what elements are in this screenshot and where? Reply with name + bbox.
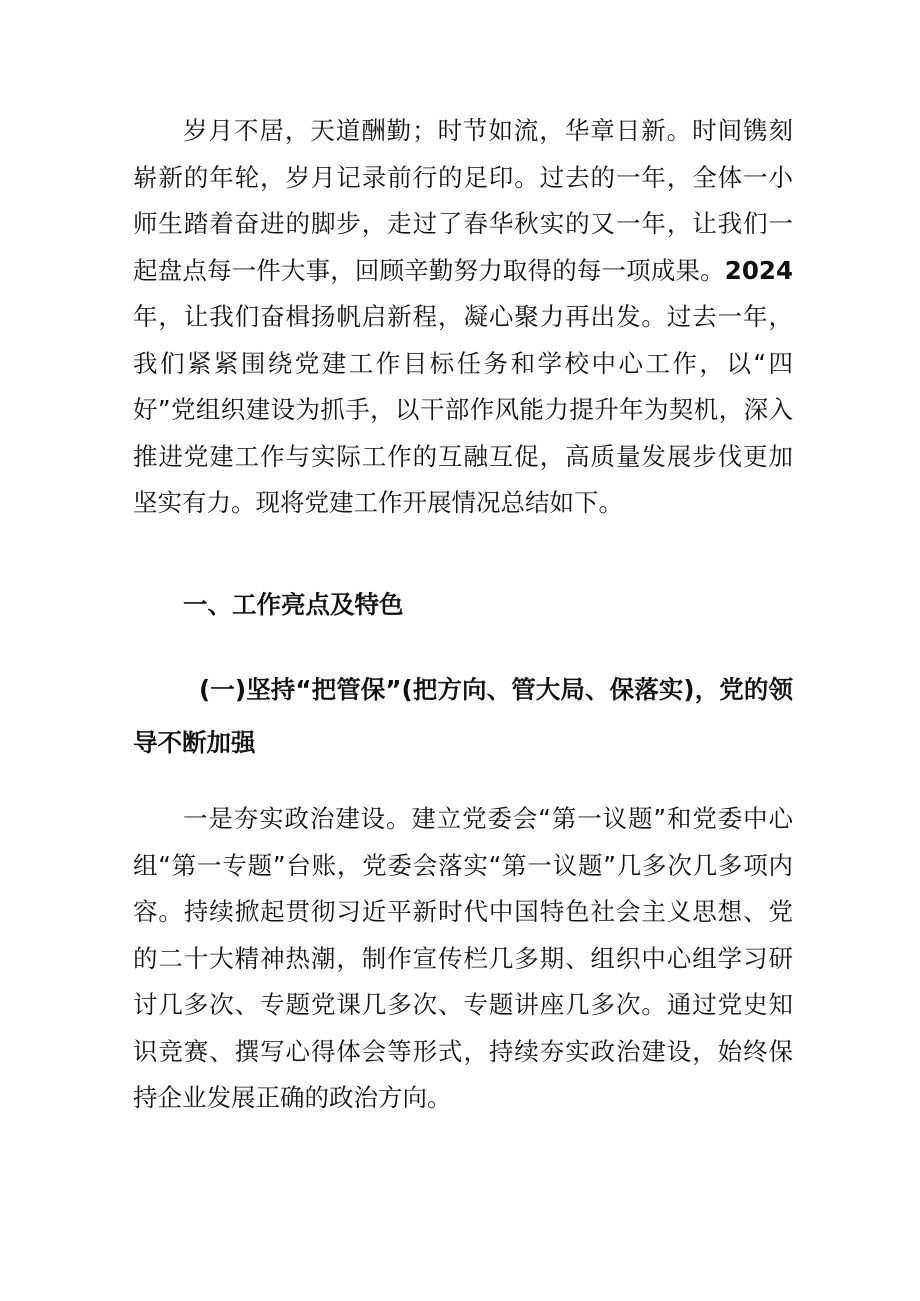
intro-text-part2: 年，让我们奋楫扬帆启新程，凝心聚力再出发。过去一年，我们紧紧围绕党建工作目标任务和学校中心工作，以“四好”党组织建设为抓手，以干部作风能力提升年为契机，深入推进党建工作与实际工作的互融互促，高质量发展步伐更加坚实有力。现将党建工作开展情况总结如下。 [133, 302, 793, 517]
subsection-heading: (一)坚持“把管保”(把方向、管大局、保落实)，党的领导不断加强 [133, 675, 793, 757]
section-heading: 一、工作亮点及特色 [183, 590, 404, 619]
intro-year: 2024 [724, 255, 793, 285]
body-paragraph: 一是夯实政治建设。建立党委会“第一议题”和党委中心组“第一专题”台账，党委会落实“第一议题”几多次几多项内容。持续掀起贯彻习近平新时代中国特色社会主义思想、党的二十大精神热潮，制作宣传栏几多期、组织中心组学习研讨几多次、专题党课几多次、专题讲座几多次。通过党史知识竞赛、撰写心得体会等形式，持续夯实政治建设，始终保持企业发展正确的政治方向。 [133, 804, 793, 1112]
intro-paragraph [133, 108, 793, 527]
intro-text-part1: 岁月不居，天道酬勤；时节如流，华章日新。时间镌刻崭新的年轮，岁月记录前行的足印。过去的一年，全体一小师生踏着奋进的脚步，走过了春华秋实的又一年，让我们一起盘点每一件大事，回顾辛勤努力取得的每一项成果。 [133, 116, 793, 285]
